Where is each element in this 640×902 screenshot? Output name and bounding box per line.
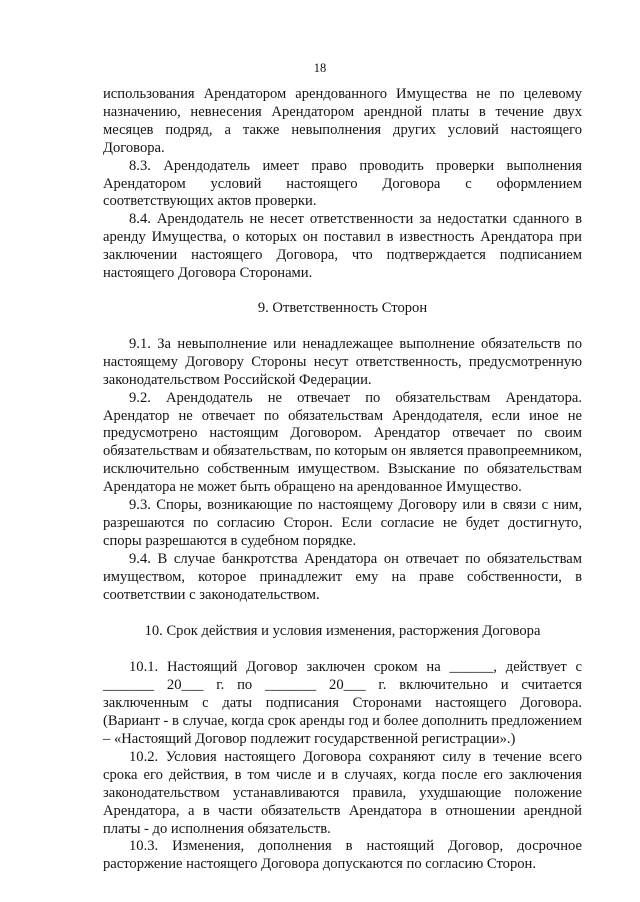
paragraph-8-2-continuation: использования Арендатором арендованного Имущества не по целевому назначению, невнесения Арендатором арендной платы в течение двух месяцев подряд, а также невыполнения других условий настоящего Договора. bbox=[103, 86, 582, 156]
section-9-heading: 9. Ответственность Сторон bbox=[257, 299, 428, 316]
paragraph-9-1: 9.1. За невыполнение или ненадлежащее выполнение обязательств по настоящему Договору Стороны несут ответственность, предусмотренную законодательством Российской Федерации. bbox=[103, 335, 582, 388]
paragraph-9-3: 9.3. Споры, возникающие по настоящему Договору или в связи с ним, разрешаются по согласию Сторон. Если согласие не будет достигнуто, споры разрешаются в судебном порядке. bbox=[103, 497, 582, 549]
paragraph-8-4: 8.4. Арендодатель не несет ответственности за недостатки сданного в аренду Имущества, о которых он поставил в известность Арендатора при заключении настоящего Договора, что подтверждается подписанием настоящего Договора Сторонами. bbox=[103, 211, 582, 282]
paragraph-10-3: 10.3. Изменения, дополнения в настоящий Договор, досрочное расторжение настоящего Договора допускаются по согласию Сторон. bbox=[103, 838, 582, 873]
paragraph-9-2: 9.2. Арендодатель не отвечает по обязательствам Арендатора. Арендатор не отвечает по обязательствам Арендодателя, если иное не предусмотрено настоящим Договором. Арендатор отвечает по своим обязательствам и обязательствам, по которым он является правопреемником, исключительно собственным имуществом. Взыскание по обязательствам Арендатора не может быть обращено на арендованное Имущество. bbox=[103, 389, 582, 496]
page-number: 18 bbox=[313, 61, 327, 75]
paragraph-8-3: 8.3. Арендодатель имеет право проводить проверки выполнения Арендатором условий настоящего Договора с оформлением соответствующих актов проверки. bbox=[103, 157, 582, 210]
section-10-heading: 10. Срок действия и условия изменения, расторжения Договора bbox=[144, 623, 541, 640]
paragraph-10-2: 10.2. Условия настоящего Договора сохраняют силу в течение всего срока его действия, в том числе и в случаях, когда после его заключения законодательством устанавливаются правила, ухудшающие положение Арендатора, а в части обязательств Арендатора в отношении арендной платы - до исполнения обязательств. bbox=[103, 748, 582, 837]
document-body bbox=[103, 86, 582, 874]
paragraph-9-4: 9.4. В случае банкротства Арендатора он отвечает по обязательствам имуществом, которое принадлежит ему на праве собственности, в соответствии с законодательством. bbox=[103, 550, 582, 603]
paragraph-10-1: 10.1. Настоящий Договор заключен сроком на ______, действует с _______ 20___ г. по _______ 20___ г. включительно и считается заключенным с даты подписания Сторонами настоящего Договора. (Вариант - в случае, когда срок аренды год и более дополнить предложением – «Настоящий Договор подлежит государственной регистрации».) bbox=[103, 659, 582, 747]
